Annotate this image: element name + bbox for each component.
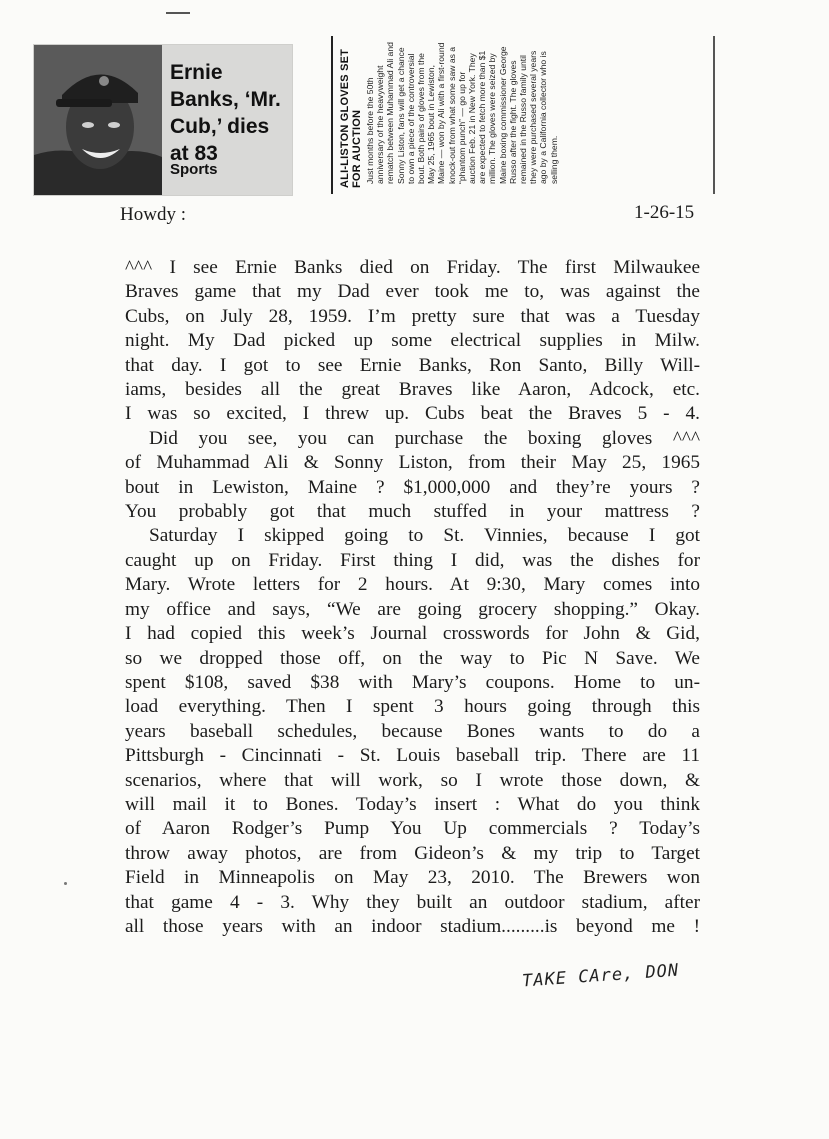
letter-line: that day. I got to see Ernie Banks, Ron Santo, Billy Will- xyxy=(125,354,700,376)
letter-line: that game 4 - 3. Why they built an outdoor stadium, after xyxy=(125,891,700,913)
handwritten-signature: TAKE CAre, DON xyxy=(521,960,680,992)
letter-line: of Muhammad Ali & Sonny Liston, from their May 25, 1965 xyxy=(125,452,700,474)
gloves-auction-clipping xyxy=(331,36,715,194)
letter-line: caught up on Friday. First thing I did, was the dishes for xyxy=(125,549,700,571)
letter-line: spent $108, saved $38 with Mary’s coupons. Home to un- xyxy=(125,671,700,693)
letter-line: Pittsburgh - Cincinnati - St. Louis baseball trip. There are 11 xyxy=(125,745,700,767)
letter-line: my office and says, “We are going grocery shopping.” Okay. xyxy=(125,598,700,620)
letter-line: iams, besides all the great Braves like Aaron, Adcock, etc. xyxy=(125,379,700,401)
letter-line: You probably got that much stuffed in your mattress ? xyxy=(125,501,700,523)
letter-line: ^^^ I see Ernie Banks died on Friday. The first Milwaukee xyxy=(125,257,700,278)
gloves-headline: ALI-LISTON GLOVES SET FOR AUCTION xyxy=(339,48,363,188)
letter-line: all those years with an indoor stadium.........is beyond me ! xyxy=(125,915,700,937)
letter-line: I was so excited, I threw up. Cubs beat the Braves 5 - 4. xyxy=(125,403,700,425)
letter-line: scenarios, where that will work, so I wrote those down, & xyxy=(125,769,700,791)
ernie-banks-clipping xyxy=(33,44,293,196)
letter-line: bout in Lewiston, Maine ? $1,000,000 and they’re yours ? xyxy=(125,476,700,498)
letter-line: Mary. Wrote letters for 2 hours. At 9:30, Mary comes into xyxy=(125,574,700,596)
letter-line: Did you see, you can purchase the boxing gloves ^^^ xyxy=(149,427,700,449)
letter-line: Cubs, on July 28, 1959. I’m pretty sure that was a Tuesday xyxy=(125,305,700,327)
letter-line: load everything. Then I spent 3 hours going through this xyxy=(125,696,700,718)
letter-line: Braves game that my Dad ever took me to, was against the xyxy=(125,281,700,303)
gloves-article-body: Just months before the 50th anniversary of the heavyweight rematch between Muhammad Ali and Sonny Liston, fans will get a chance to own a piece of the controversial bout. Both pairs of gloves from the May 25, 1965 bout in Lewiston, Maine — won by Ali with a first-round knock-out from what some saw as a “phantom punch” — go up for auction Feb. 21 in New York. They are expected to fetch more than $1 million. The gloves were seized by Maine boxing commissioner George Russo after the fight. The gloves remained in the Russo family until they were purchased several years ago by a California collector who is selling them. xyxy=(365,42,559,184)
letter-line: I had copied this week’s Journal crosswords for John & Gid, xyxy=(125,623,700,645)
letter-line: throw away photos, are from Gideon’s & my trip to Target xyxy=(125,842,700,864)
letter-line: Saturday I skipped going to St. Vinnies, because I got xyxy=(149,525,700,547)
portrait-image xyxy=(34,45,162,195)
letter-line: years baseball schedules, because Bones wants to do a xyxy=(125,720,700,742)
letter-line: will mail it to Bones. Today’s insert : What do you think xyxy=(125,793,700,815)
scan-mark xyxy=(166,12,190,14)
section-label: Sports xyxy=(170,161,218,178)
gloves-rotated-text xyxy=(333,36,713,194)
letter-date: 1-26-15 xyxy=(634,202,695,223)
letter-line: Field in Minneapolis on May 23, 2010. The Brewers won xyxy=(125,867,700,889)
letter-line: so we dropped those off, on the way to Pic N Save. We xyxy=(125,647,700,669)
letter-line: of Aaron Rodger’s Pump You Up commercials ? Today’s xyxy=(125,818,700,840)
letter-body xyxy=(125,256,700,939)
scan-speck xyxy=(64,882,67,885)
ernie-banks-photo xyxy=(34,45,162,195)
banks-headline: Ernie Banks, ‘Mr. Cub,’ dies at 83 xyxy=(170,61,281,165)
greeting: Howdy : xyxy=(120,204,186,225)
letter-line: night. My Dad picked up some electrical supplies in Milw. xyxy=(125,330,700,352)
